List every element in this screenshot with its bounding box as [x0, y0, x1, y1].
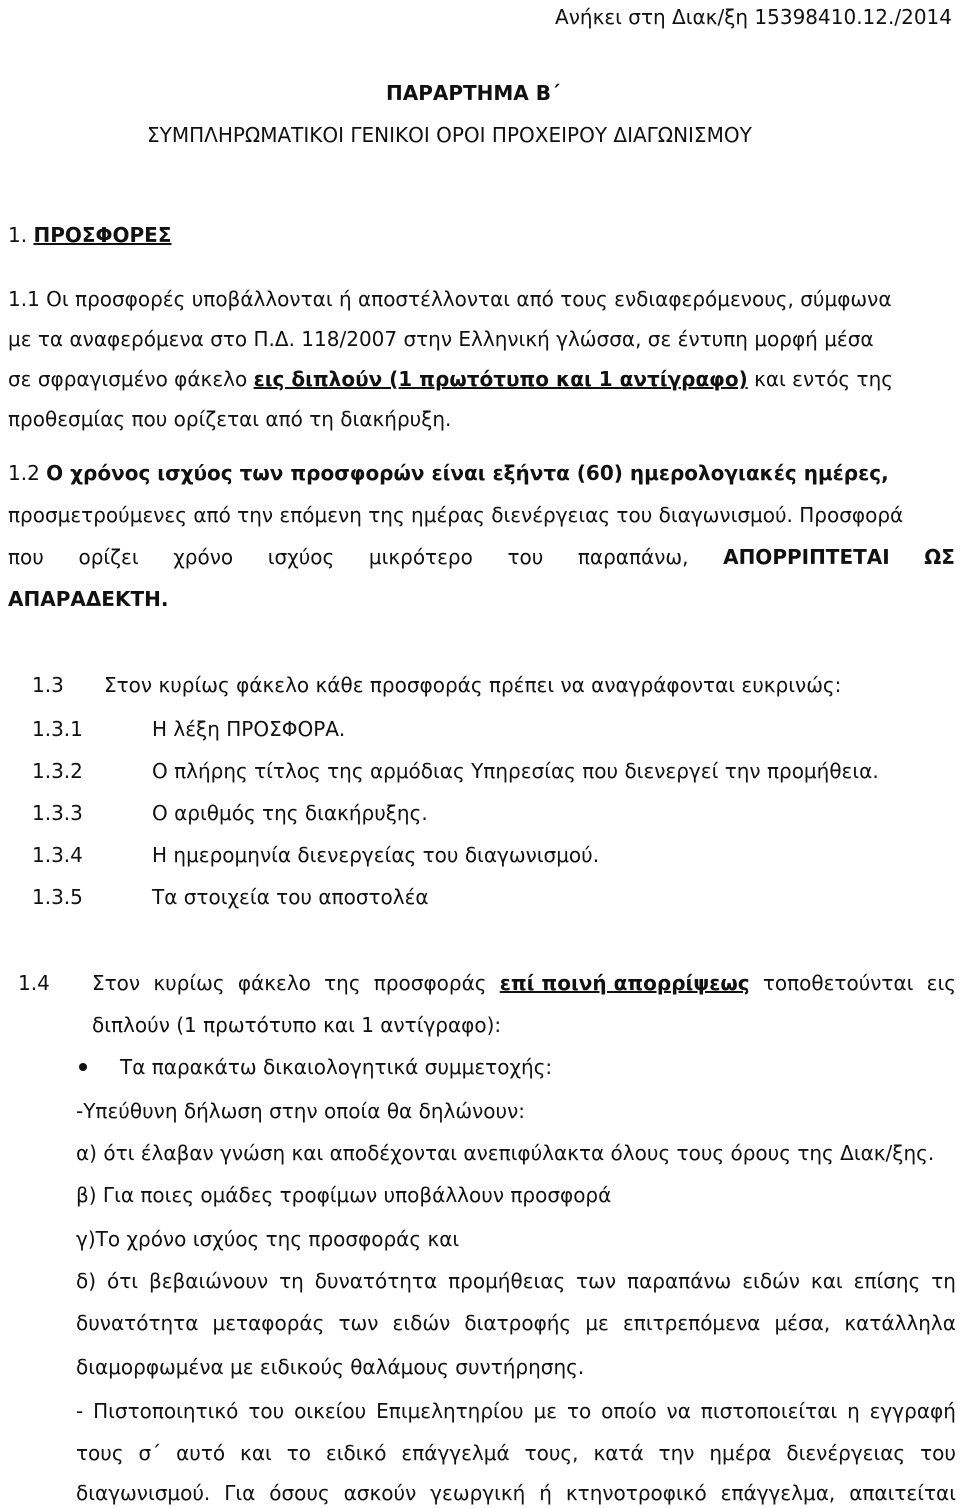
certificate-line-3 — [76, 1480, 956, 1506]
word: ειδικό — [325, 1441, 387, 1465]
word: προμήθειας — [448, 1269, 566, 1293]
item-1-3-5-text: Τα στοιχεία του αποστολέα — [152, 885, 429, 909]
word: ισχύος — [267, 545, 335, 569]
declaration-item-d-line-1 — [76, 1268, 956, 1294]
declaration-item-d-line-3: διαμορφωμένα με ειδικούς θαλάμους συντήρησης. — [76, 1355, 585, 1379]
word: ή — [539, 1481, 552, 1505]
word: αυτό — [176, 1441, 226, 1465]
word: εις — [926, 971, 956, 995]
word: των — [338, 1311, 379, 1335]
paragraph-1-2-line-3 — [8, 544, 955, 570]
annex-title: ΠΑΡΑΡΤΗΜΑ Β΄ — [386, 81, 560, 105]
word: ΩΣ — [924, 545, 955, 569]
word: ΑΠΟΡΡΙΠΤΕΤΑΙ — [723, 545, 890, 569]
word: - — [76, 1399, 84, 1423]
word: να — [666, 1399, 691, 1423]
word: τη — [279, 1269, 304, 1293]
item-1-3-3-number: 1.3.3 — [32, 801, 83, 825]
item-1-4-line-2: διπλούν (1 πρωτότυπο και 1 αντίγραφο): — [92, 1013, 502, 1037]
word: οικείου — [294, 1399, 367, 1423]
word: με — [585, 1311, 609, 1335]
item-1-3-1-text: Η λέξη ΠΡΟΣΦΟΡΑ. — [152, 717, 346, 741]
word: Επιμελητηρίου — [376, 1399, 524, 1423]
item-1-3-number: 1.3 — [32, 673, 64, 697]
word: δυνατότητα — [314, 1269, 438, 1293]
paragraph-1-2-line-4: ΑΠΑΡΑΔΕΚΤΗ. — [8, 587, 169, 611]
word: του — [920, 1441, 956, 1465]
word: χρόνο — [173, 545, 234, 569]
item-1-3-1-number: 1.3.1 — [32, 717, 83, 741]
word: τους, — [524, 1441, 579, 1465]
item-1-3-5-number: 1.3.5 — [32, 885, 83, 909]
word: της — [324, 971, 361, 995]
word: τοποθετούνται — [762, 971, 914, 995]
bullet-text: Τα παρακάτω δικαιολογητικά συμμετοχής: — [120, 1055, 553, 1079]
declaration-item-d-line-2 — [76, 1310, 956, 1336]
word: επάγγελμα, — [720, 1481, 836, 1505]
word: μικρότερο — [368, 545, 473, 569]
section-heading-number: 1. — [8, 223, 28, 247]
item-1-3-4-text: Η ημερομηνία διενεργείας του διαγωνισμού. — [152, 843, 600, 867]
word: δυνατότητα — [76, 1311, 199, 1335]
word: Για — [224, 1481, 256, 1505]
header-note: Ανήκει στη Διακ/ξη 15398410.12./2014 — [555, 5, 952, 29]
item-1-4-line-1 — [92, 970, 956, 996]
word: βεβαιώνουν — [148, 1269, 269, 1293]
word: επιτρεπόμενα — [622, 1311, 761, 1335]
item-1-3-text: Στον κυρίως φάκελο κάθε προσφοράς πρέπει να αναγράφονται ευκρινώς: — [104, 673, 842, 697]
p11-text-c: και εντός της — [747, 367, 893, 391]
item-1-4-number: 1.4 — [18, 971, 50, 995]
item-1-3-2-number: 1.3.2 — [32, 759, 83, 783]
word: διαγωνισμού. — [76, 1481, 211, 1505]
word: ορίζει — [78, 545, 139, 569]
paragraph-1-1-line-4: προθεσμίας που ορίζεται από τη διακήρυξη. — [8, 407, 452, 431]
word: φάκελο — [237, 971, 311, 995]
word: την — [658, 1441, 695, 1465]
declaration-item-b: β) Για ποιες ομάδες τροφίμων υποβάλλουν προσφορά — [76, 1183, 612, 1207]
declaration-intro: -Υπεύθυνη δήλωση στην οποία θα δηλώνουν: — [76, 1099, 525, 1123]
word: που — [8, 545, 44, 569]
word: του — [507, 545, 544, 569]
p12-number: 1.2 — [8, 461, 47, 485]
item-1-3-2-text: Ο πλήρης τίτλος της αρμόδιας Υπηρεσίας που διενεργεί την προμήθεια. — [152, 759, 879, 783]
word: του — [248, 1399, 285, 1423]
section-heading — [8, 222, 172, 248]
word: ασκούν — [343, 1481, 417, 1505]
word: ειδών — [742, 1269, 800, 1293]
certificate-line-2 — [76, 1440, 956, 1466]
p12-bold-text: Ο χρόνος ισχύος των προσφορών είναι εξήντα (60) ημερολογιακές ημέρες, — [46, 461, 889, 485]
word: πιστοποιείται — [700, 1399, 838, 1423]
word: διενέργειας — [786, 1441, 906, 1465]
word: το — [286, 1441, 311, 1465]
word: διατροφής — [464, 1311, 572, 1335]
paragraph-1-1-line-1: 1.1 Οι προσφορές υποβάλλονται ή αποστέλλονται από τους ενδιαφερόμενους, σύμφωνα — [8, 287, 892, 311]
word: επάγγελμά — [401, 1441, 510, 1465]
word: ειδών — [392, 1311, 451, 1335]
paragraph-1-2-line-1 — [8, 460, 889, 486]
word: απαιτείται — [849, 1481, 956, 1505]
paragraph-1-1-line-3 — [8, 366, 893, 392]
word: ημέρα — [709, 1441, 772, 1465]
word: μέσα, — [774, 1311, 831, 1335]
paragraph-1-1-line-2: με τα αναφερόμενα στο Π.Δ. 118/2007 στην Ελληνική γλώσσα, σε έντυπη μορφή μέσα — [8, 327, 874, 351]
word: με — [533, 1399, 558, 1423]
word: κατάλληλα — [844, 1311, 956, 1335]
section-heading-text: ΠΡΟΣΦΟΡΕΣ — [33, 223, 172, 247]
p11-emphasis: εις διπλούν (1 πρωτότυπο και 1 αντίγραφο) — [253, 367, 748, 391]
word: η — [847, 1399, 860, 1423]
word: τη — [931, 1269, 956, 1293]
word: προσφοράς — [373, 971, 487, 995]
word: όσους — [269, 1481, 330, 1505]
word: Στον — [92, 971, 141, 995]
word: παραπάνω — [627, 1269, 732, 1293]
word: σ΄ — [138, 1441, 162, 1465]
bullet-icon — [79, 1063, 87, 1071]
declaration-item-c: γ)Το χρόνο ισχύος της προσφοράς και — [76, 1227, 460, 1251]
word: κτηνοτροφικό — [565, 1481, 707, 1505]
word: δ) — [76, 1269, 97, 1293]
annex-subtitle: ΣΥΜΠΛΗΡΩΜΑΤΙΚΟΙ ΓΕΝΙΚΟΙ ΟΡΟΙ ΠΡΟΧΕΙΡΟΥ ΔΙΑΓΩΝΙΣΜΟΥ — [147, 123, 752, 147]
word: γεωργική — [430, 1481, 526, 1505]
item-1-3-4-number: 1.3.4 — [32, 843, 83, 867]
word: οποίο — [601, 1399, 657, 1423]
penalty-emphasis: επί ποινή απορρίψεως — [499, 971, 750, 995]
word: κυρίως — [153, 971, 225, 995]
word: κατά — [593, 1441, 644, 1465]
word: παραπάνω, — [577, 545, 689, 569]
word: Πιστοποιητικό — [93, 1399, 239, 1423]
certificate-line-1 — [76, 1398, 956, 1424]
word: μεταφοράς — [212, 1311, 325, 1335]
item-1-3-3-text: Ο αριθμός της διακήρυξης. — [152, 801, 428, 825]
p11-text-a: σε σφραγισμένο φάκελο — [8, 367, 254, 391]
word: ότι — [106, 1269, 139, 1293]
word: των — [576, 1269, 617, 1293]
declaration-item-a: α) ότι έλαβαν γνώση και αποδέχονται ανεπιφύλακτα όλους τους όρους της Διακ/ξης. — [76, 1141, 935, 1165]
word: εγγραφή — [869, 1399, 956, 1423]
word: και — [810, 1269, 843, 1293]
paragraph-1-2-line-2: προσμετρούμενες από την επόμενη της ημέρας διενέργειας του διαγωνισμού. Προσφορά — [8, 503, 904, 527]
word: επίσης — [853, 1269, 921, 1293]
word: και — [240, 1441, 272, 1465]
word: τους — [76, 1441, 124, 1465]
word: το — [566, 1399, 592, 1423]
